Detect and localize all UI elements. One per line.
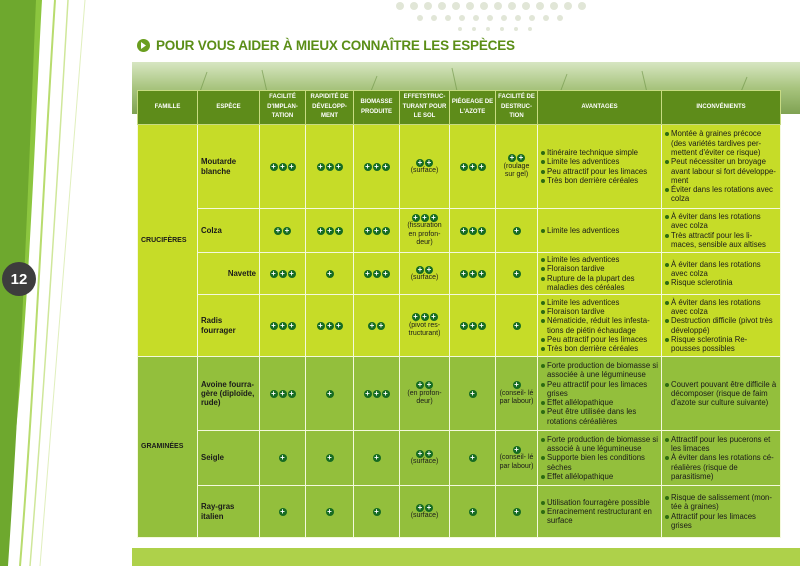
rating-3-icon: + + +	[271, 388, 294, 398]
list-item: Destruction difficile (pivot très développé)	[665, 316, 777, 335]
page-title	[137, 38, 515, 53]
rating-3-icon: + + +	[271, 161, 294, 171]
rating-3-icon: + + +	[461, 268, 484, 278]
list-item: Limite les adventices	[541, 157, 658, 166]
rating-note: (surface)	[410, 458, 439, 466]
list-item: Risque sclerotinia	[665, 278, 777, 287]
rating-note: (surface)	[410, 511, 439, 519]
col-rapidite: RAPIDITÉ DE DÉVELOPP- MENT	[306, 91, 354, 125]
col-inconvenients: INCONVÉNIENTS	[662, 91, 781, 125]
list-item: Floraison tardive	[541, 307, 658, 316]
rating-2-icon: + +	[417, 502, 432, 512]
rating-3-icon: + + +	[365, 268, 388, 278]
col-espece: ESPÈCE	[198, 91, 260, 125]
advantages-list	[541, 498, 658, 526]
list-item: Floraison tardive	[541, 264, 658, 273]
list-item: Peu attractif pour les limaces	[541, 335, 658, 344]
table-header	[138, 91, 781, 125]
list-item: Supporte bien les conditions sèches	[541, 453, 658, 472]
advantages-list	[541, 298, 658, 354]
list-item: Limite les adventices	[541, 298, 658, 307]
rating-note: (conseil- lé par labour)	[499, 389, 534, 406]
list-item: Limite les adventices	[541, 226, 658, 235]
list-item: Nématicide, réduit les infesta- tions de piétin échaudage	[541, 316, 658, 335]
rating-2-icon: + +	[417, 264, 432, 274]
drawbacks-list	[665, 212, 777, 249]
rating-3-icon: + + +	[365, 388, 388, 398]
rating-3-icon: + + +	[365, 161, 388, 171]
rating-note: (pivot res- tructurant)	[408, 321, 441, 338]
rating-2-icon: + +	[417, 449, 432, 459]
rating-1-icon: +	[470, 388, 475, 398]
arrow-right-icon	[137, 39, 150, 52]
species-name: Navette	[198, 253, 260, 295]
advantages-list	[541, 148, 658, 185]
list-item: À éviter dans les rotations avec colza	[665, 260, 777, 279]
bottom-band	[132, 548, 800, 566]
species-name: Avoine fourra- gère (diploïde, rude)	[198, 357, 260, 431]
rating-3-icon: + + +	[461, 161, 484, 171]
drawbacks-list	[665, 260, 777, 288]
rating-3-icon: + + +	[413, 312, 436, 322]
rating-note: (surface)	[410, 166, 439, 174]
rating-1-icon: +	[374, 506, 379, 516]
list-item: Forte production de biomasse si associé à une légumineuse	[541, 435, 658, 454]
rating-1-icon: +	[514, 380, 519, 390]
col-piegeage: PIÉGEAGE DE L'AZOTE	[450, 91, 496, 125]
list-item: Très bon derrière céréales	[541, 344, 658, 353]
species-name: Ray-gras italien	[198, 486, 260, 538]
col-avantages: AVANTAGES	[538, 91, 662, 125]
list-item: Très attractif pour les li- maces, sensible aux altises	[665, 231, 777, 250]
list-item: Peut être utilisée dans les rotations céréalières	[541, 407, 658, 426]
rating-3-icon: + + +	[318, 225, 341, 235]
drawbacks-list	[665, 435, 777, 481]
list-item: Forte production de biomasse si associée à une légumineuse	[541, 361, 658, 380]
family-graminees: GRAMINÉES	[138, 357, 198, 538]
col-destruction: FACILITÉ DE DESTRUC- TION	[496, 91, 538, 125]
page-number: 12	[2, 262, 36, 296]
advantages-list	[541, 226, 658, 235]
rating-3-icon: + + +	[365, 225, 388, 235]
rating-3-icon: + + +	[461, 320, 484, 330]
rating-3-icon: + + +	[318, 320, 341, 330]
col-facilite-implantation: FACILITÉ D'IMPLAN- TATION	[260, 91, 306, 125]
list-item: Peu attractif pour les limaces	[541, 167, 658, 176]
list-item: Éviter dans les rotations avec colza	[665, 185, 777, 204]
rating-1-icon: +	[470, 506, 475, 516]
drawbacks-list	[665, 380, 777, 408]
list-item: Peu attractif pour les limaces grises	[541, 380, 658, 399]
list-item: Couvert pouvant être difficile à décomposer (risque de faim d'azote sur culture suivante)	[665, 380, 777, 408]
rating-1-icon: +	[327, 453, 332, 463]
list-item: Peut nécessiter un broyage avant labour si fort développe- ment	[665, 157, 777, 185]
rating-1-icon: +	[280, 506, 285, 516]
rating-3-icon: + + +	[413, 213, 436, 223]
list-item: Risque de salissement (mon- tée à graines)	[665, 493, 777, 512]
rating-3-icon: + + +	[271, 320, 294, 330]
advantages-list	[541, 361, 658, 426]
rating-1-icon: +	[327, 268, 332, 278]
species-name: Moutarde blanche	[198, 125, 260, 209]
species-name: Colza	[198, 209, 260, 253]
rating-3-icon: + + +	[318, 161, 341, 171]
rating-1-icon: +	[514, 320, 519, 330]
drawbacks-list	[665, 493, 777, 530]
list-item: Utilisation fourragère possible	[541, 498, 658, 507]
col-effet-sol: EFFETSTRUC- TURANT POUR LE SOL	[400, 91, 450, 125]
list-item: Itinéraire technique simple	[541, 148, 658, 157]
list-item: Attractif pour les limaces grises	[665, 512, 777, 531]
col-biomasse: BIOMASSE PRODUITE	[354, 91, 400, 125]
rating-note: (conseil- lé par labour)	[499, 454, 534, 470]
rating-2-icon: + +	[417, 380, 432, 390]
table-row	[138, 209, 781, 253]
table-row	[138, 295, 781, 357]
rating-3-icon: + + +	[461, 225, 484, 235]
rating-1-icon: +	[470, 453, 475, 463]
list-item: Montée à graines précoce (des variétés tardives per- mettent d'éviter ce risque)	[665, 129, 777, 157]
list-item: Effet allélopathique	[541, 398, 658, 407]
list-item: À éviter dans les rotations avec colza	[665, 298, 777, 317]
rating-2-icon: + +	[369, 320, 384, 330]
rating-1-icon: +	[514, 225, 519, 235]
list-item: Limite les adventices	[541, 255, 658, 264]
list-item: À éviter dans les rotations avec colza	[665, 212, 777, 231]
table-row	[138, 125, 781, 209]
species-name: Radis fourrager	[198, 295, 260, 357]
rating-2-icon: + +	[275, 225, 290, 235]
col-famille: FAMILLE	[138, 91, 198, 125]
rating-1-icon: +	[327, 388, 332, 398]
rating-note: (roulage sur gel)	[503, 162, 530, 179]
table-row	[138, 486, 781, 538]
rating-1-icon: +	[327, 506, 332, 516]
table-row	[138, 431, 781, 486]
list-item: Enracinement restructurant en surface	[541, 507, 658, 526]
rating-1-icon: +	[514, 506, 519, 516]
table-row	[138, 357, 781, 431]
advantages-list	[541, 435, 658, 481]
rating-1-icon: +	[514, 444, 519, 454]
list-item: Risque sclerotinia Re- pousses possibles	[665, 335, 777, 354]
list-item: Rupture de la plupart des maladies des céréales	[541, 274, 658, 293]
list-item: À éviter dans les rotations cé- réalières (risque de parasitisme)	[665, 453, 777, 481]
list-item: Très bon derrière céréales	[541, 176, 658, 185]
dots-decoration	[380, 0, 800, 40]
table-row	[138, 253, 781, 295]
rating-1-icon: +	[374, 453, 379, 463]
rating-1-icon: +	[514, 268, 519, 278]
title-text: POUR VOUS AIDER À MIEUX CONNAÎTRE LES ESPÈCES	[156, 38, 515, 53]
list-item: Attractif pour les pucerons et les limaces	[665, 435, 777, 454]
rating-note: (en profon- deur)	[407, 389, 442, 406]
list-item: Effet allélopathique	[541, 472, 658, 481]
species-table	[137, 90, 781, 538]
rating-note: (surface)	[410, 273, 439, 281]
rating-3-icon: + + +	[271, 268, 294, 278]
drawbacks-list	[665, 298, 777, 354]
rating-1-icon: +	[280, 453, 285, 463]
family-cruciferes: CRUCIFÈRES	[138, 125, 198, 357]
rating-note: (fissuration en profon- deur)	[407, 222, 442, 247]
drawbacks-list	[665, 129, 777, 203]
rating-2-icon: + +	[417, 157, 432, 167]
rating-2-icon: + +	[509, 153, 524, 163]
species-name: Seigle	[198, 431, 260, 486]
advantages-list	[541, 255, 658, 292]
